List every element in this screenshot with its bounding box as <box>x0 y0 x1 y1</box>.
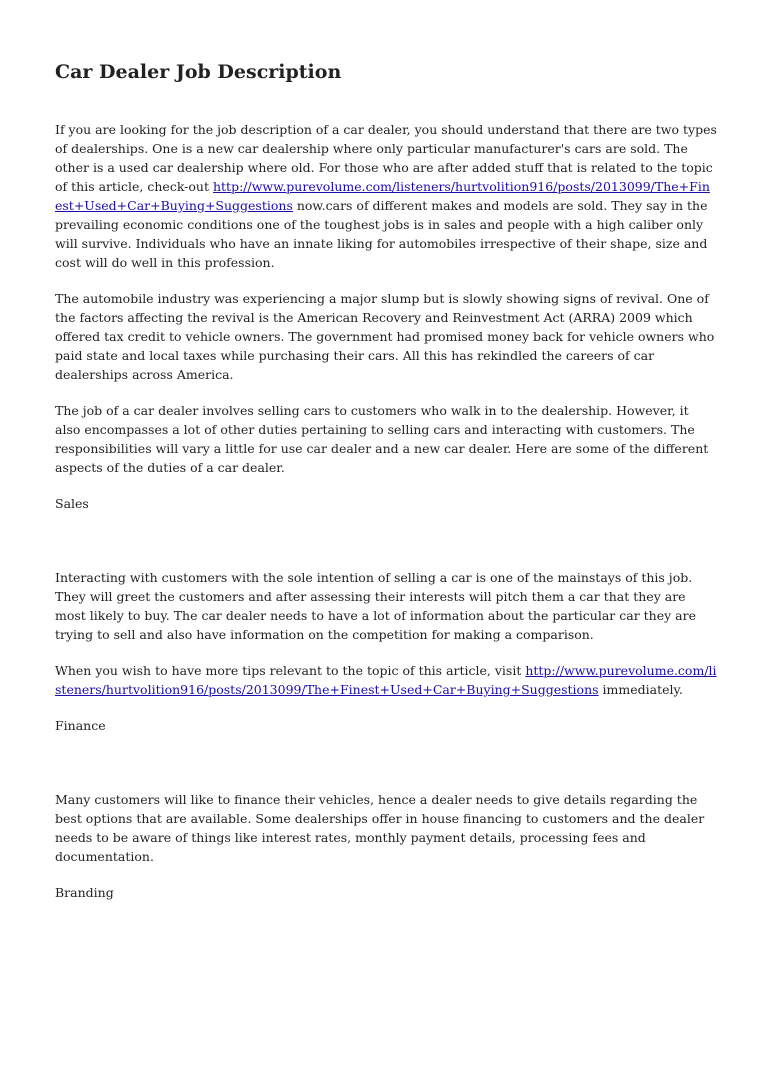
paragraph-intro-text-after: now.cars of different makes and models are sold. They say in the prevailing economic conditions one of the toughest jobs is in sales and people with a high caliber only will survive. Individuals who have an innate liking for automobiles irrespective of their shape, size and cost will do well in this profession. <box>55 198 708 270</box>
paragraph-sales: Interacting with customers with the sole intention of selling a car is one of the mainstays of this job. They will greet the customers and after assessing their interests will pitch them a car that they are most likely to buy. The car dealer needs to have a lot of information about the particular car they are trying to sell and also have information on the competition for making a comparison. <box>55 570 696 642</box>
paragraph-industry: The automobile industry was experiencing a major slump but is slowly showing signs of revival. One of the factors affecting the revival is the American Recovery and Reinvestment Act (ARRA) 2009 which offered tax credit to vehicle owners. The government had promised money back for vehicle owners who paid state and local taxes while purchasing their cars. All this has rekindled the careers of car dealerships across America. <box>55 291 715 382</box>
paragraph-tips-text-before: When you wish to have more tips relevant to the topic of this article, visit <box>55 663 526 678</box>
purevolume-link[interactable]: http://www.purevolume.com/listeners/hurtvolition916/posts/2013099/The+Finest+Used+Car+Buying+Suggestions <box>55 179 710 213</box>
paragraph-intro <box>55 120 717 272</box>
section-heading-branding: Branding <box>55 885 114 900</box>
paragraph-tips <box>55 661 717 699</box>
paragraph-job-duties: The job of a car dealer involves selling cars to customers who walk in to the dealership. However, it also encompasses a lot of other duties pertaining to selling cars and interacting with customers. The responsibilities will vary a little for use car dealer and a new car dealer. Here are some of the different aspects of the duties of a car dealer. <box>55 403 709 475</box>
paragraph-finance: Many customers will like to finance their vehicles, hence a dealer needs to give details regarding the best options that are available. Some dealerships offer in house financing to customers and the dealer needs to be aware of things like interest rates, monthly payment details, processing fees and documentation. <box>55 792 705 864</box>
document-page <box>55 58 717 919</box>
paragraph-tips-text-after: immediately. <box>598 682 683 697</box>
document-title: Car Dealer Job Description <box>55 61 342 83</box>
paragraph-intro-text-before: If you are looking for the job description of a car dealer, you should understand that there are two types of dealerships. One is a new car dealership where only particular manufacturer's cars are sold. The other is a used car dealership where old. For those who are after added stuff that is related to the topic of this article, check-out <box>55 122 717 194</box>
section-heading-sales: Sales <box>55 496 89 511</box>
section-heading-finance: Finance <box>55 718 106 733</box>
purevolume-link-2[interactable]: http://www.purevolume.com/listeners/hurtvolition916/posts/2013099/The+Finest+Used+Car+Buying+Suggestions <box>55 663 717 697</box>
